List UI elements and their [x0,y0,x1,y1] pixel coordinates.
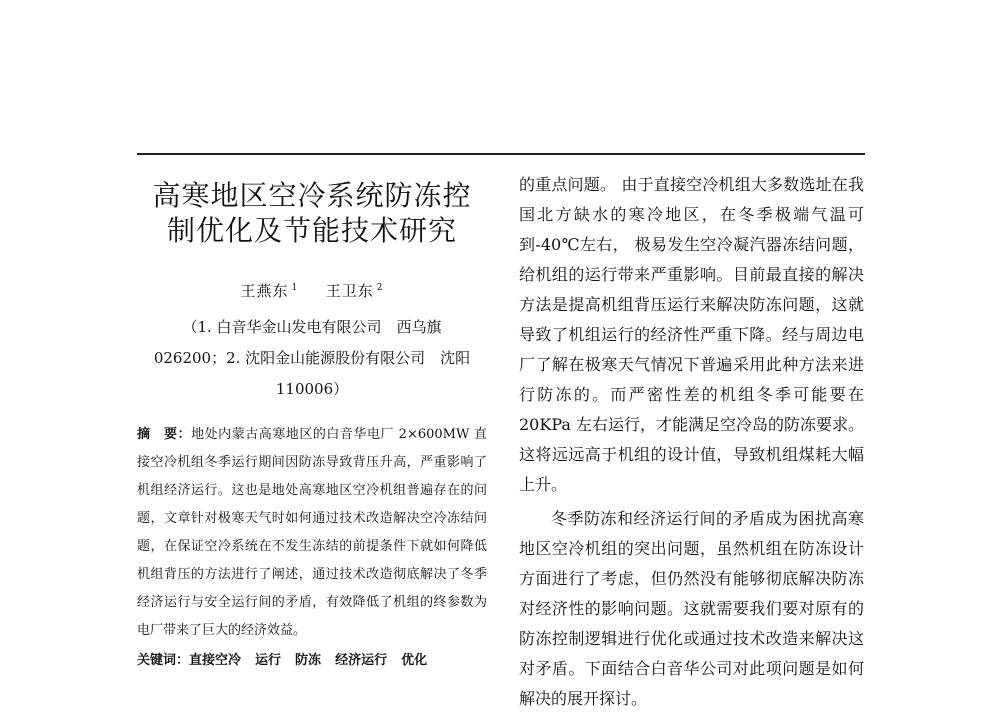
keyword: 运行 [255,653,282,668]
title-line-1: 高寒地区空冷系统防冻控 [152,179,472,212]
author-affil-mark: 2 [376,283,384,293]
keyword: 防冻 [295,653,322,668]
keyword: 经济运行 [335,653,388,668]
keyword: 直接空冷 [189,653,242,668]
affiliations [137,312,487,405]
author-name: 王燕东 [240,282,289,300]
title-line-2: 制优化及节能技术研究 [166,214,457,247]
keywords [137,649,487,673]
paper-title [137,178,487,248]
affiliation-line: 026200；2. 沈阳金山能源股份有限公司 沈阳 [153,349,471,367]
abstract-label: 摘 要： [137,427,192,442]
affiliation-line: （1. 白音华金山发电有限公司 西乌旗 [182,318,442,336]
body-paragraph: 的重点问题。 由于直接空冷机组大多数选址在我国北方缺水的寒冷地区，在冬季极端气温可到-40℃左右， 极易发生空冷凝汽器冻结问题， 给机组的运行带来严重影响。目前最直接的解决方法是提高机组背压运行来解决防冻问题，这就导致了机组运行的经济性严重下降。经与周边电厂了解在极寒天气情况下普遍采用此种方法来进行防冻的。而严密性差的机组冬季可能要在 20KPa 左右运行，才能满足空冷岛的防冻要求。这将远远高于机组的设计值，导致机组煤耗大幅上升。 [519,175,864,494]
body-column [519,170,864,714]
abstract-text: 地处内蒙古高寒地区的白音华电厂 2×600MW 直接空冷机组冬季运行期间因防冻导致背压升高，严重影响了机组经济运行。这也是地处高寒地区空冷机组普遍存在的问题，文章针对极寒天气时如何通过技术改造解决空冷冻结问题，在保证空冷系统在不发生冻结的前提条件下就如何降低机组背压的方法进行了阐述，通过技术改造彻底解决了冬季经济运行与安全运行间的矛盾，有效降低了机组的终参数为电厂带来了巨大的经济效益。 [137,427,487,638]
top-rule [137,153,865,155]
body-paragraph: 冬季防冻和经济运行间的矛盾成为困扰高寒地区空冷机组的突出问题，虽然机组在防冻设计方面进行了考虑，但仍然没有能够彻底解决防冻对经济性的影响问题。这就需要我们要对原有的防冻控制逻辑进行优化或通过技术改造来解决这对矛盾。下面结合白音华公司对此项问题是如何解决的展开探讨。 [519,509,864,708]
author-affil-mark: 1 [291,283,299,293]
author-name: 王卫东 [325,282,374,300]
affiliation-line: 110006） [275,380,349,398]
authors [137,277,487,302]
keyword: 优化 [401,653,428,668]
abstract [137,421,487,645]
left-column [137,168,487,673]
keywords-label: 关键词： [137,653,190,668]
